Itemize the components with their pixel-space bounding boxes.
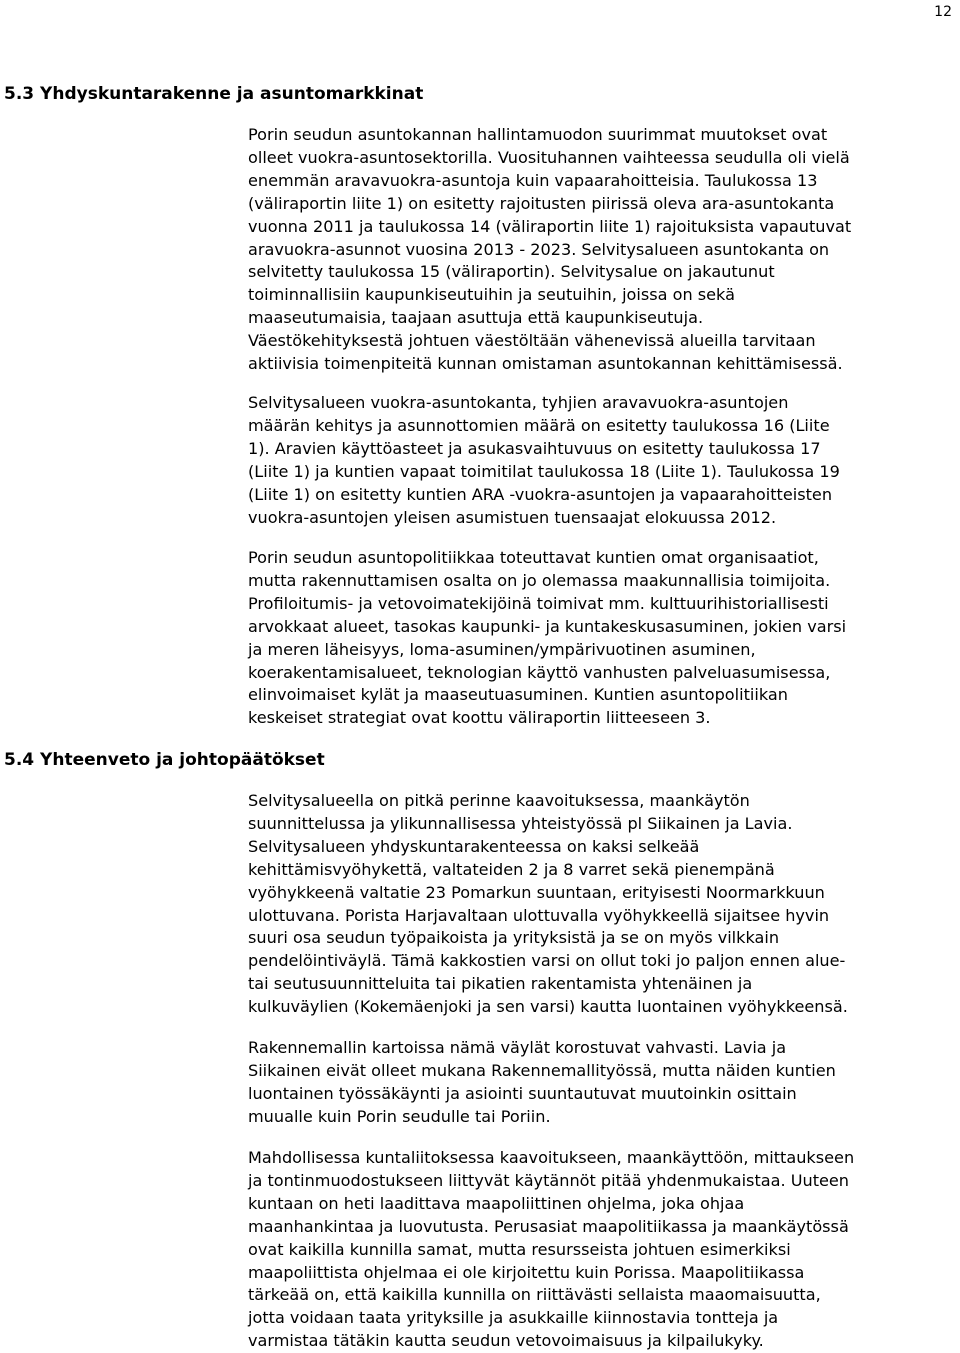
text-line: vyöhykkeenä valtatie 23 Pomarkun suuntaan, erityisesti Noormarkkuun: [248, 882, 825, 902]
text-line: Profiloitumis- ja vetovoimatekijöinä toimivat mm. kulttuurihistoriallisesti: [248, 593, 829, 613]
text-line: (Liite 1) on esitetty kuntien ARA -vuokra-asuntojen ja vapaarahoitteisten: [248, 484, 833, 504]
text-line: kehittämisvyöhykettä, valtateiden 2 ja 8 varret sekä pienempänä: [248, 859, 775, 879]
text-line: (Liite 1) ja kuntien vapaat toimitilat taulukossa 18 (Liite 1). Taulukossa 19: [248, 461, 840, 481]
text-line: (väliraportin liite 1) on esitetty rajoitusten piirissä oleva ara-asuntokanta: [248, 193, 835, 213]
text-line: luontainen työssäkäynti ja asiointi suuntautuvat muutoinkin osittain: [248, 1083, 797, 1103]
paragraph-housing-policy: [248, 547, 956, 730]
text-line: elinvoimaiset kylät ja maaseutuasuminen. Kuntien asuntopolitiikan: [248, 685, 788, 705]
text-line: ja tontinmuodostukseen liittyvät käytännöt pitää yhdenmukaistaa. Uuteen: [248, 1170, 850, 1190]
text-line: määrän kehitys ja asunnottomien määrä on esitetty taulukossa 16 (Liite: [248, 415, 830, 435]
text-line: ulottuvana. Porista Harjavaltaan ulottuvalla vyöhykkeellä sijaitsee hyvin: [248, 905, 830, 925]
text-line: Siikainen eivät olleet mukana Rakennemallityössä, mutta näiden kuntien: [248, 1060, 836, 1080]
text-line: aravuokra-asunnot vuosina 2013 - 2023. Selvitysalueen asuntokanta on: [248, 239, 830, 259]
text-line: selvitetty taulukossa 15 (väliraportin). Selvitysalue on jakautunut: [248, 262, 775, 282]
paragraph-housing-stock: [248, 124, 956, 376]
text-line: Selvitysalueella on pitkä perinne kaavoituksessa, maankäytön: [248, 791, 750, 810]
text-line: Mahdollisessa kuntaliitoksessa kaavoitukseen, maankäyttöön, mittaukseen: [248, 1148, 855, 1167]
text-line: suuri osa seudun työpaikoista ja yrityksistä ja se on myös vilkkain: [248, 928, 780, 948]
text-line: pendelöintiväylä. Tämä kakkostien varsi on ollut toki jo paljon ennen alue-: [248, 951, 846, 971]
section-heading-5-4: 5.4 Yhteenveto ja johtopäätökset: [4, 750, 325, 770]
text-line: keskeiset strategiat ovat koottu väliraportin liitteeseen 3.: [248, 708, 711, 728]
text-line: olleet vuokra-asuntosektorilla. Vuosituhannen vaihteessa seudulla oli vielä: [248, 147, 850, 167]
paragraph-land-policy: [248, 1147, 956, 1353]
text-line: tai seutusuunnitteluita tai pikatien rakentamista yhtenäinen ja: [248, 974, 753, 994]
paragraph-planning-tradition: [248, 790, 956, 1019]
section-heading-5-3: 5.3 Yhdyskuntarakenne ja asuntomarkkinat: [4, 84, 424, 104]
text-line: tärkeää on, että kaikilla kunnilla on riittävästi sellaista maaomaisuutta,: [248, 1285, 821, 1305]
text-line: toiminnallisiin kaupunkiseutuihin ja seutuihin, joissa on sekä: [248, 285, 735, 305]
text-line: Selvitysalueen vuokra-asuntokanta, tyhjien aravavuokra-asuntojen: [248, 393, 789, 412]
text-line: maanhankintaa ja luovutusta. Perusasiat maapolitiikassa ja maankäytössä: [248, 1216, 849, 1236]
text-line: mutta rakennuttamisen osalta on jo olemassa maakunnallisia toimijoita.: [248, 570, 831, 590]
text-line: vuokra-asuntojen yleisen asumistuen tuensaajat elokuussa 2012.: [248, 507, 777, 527]
text-line: Selvitysalueen yhdyskuntarakenteessa on kaksi selkeää: [248, 836, 700, 856]
paragraph-structure-model: [248, 1037, 956, 1129]
text-line: arvokkaat alueet, tasokas kaupunki- ja kuntakeskusasuminen, jokien varsi: [248, 616, 847, 636]
text-line: maapoliittista ohjelmaa ei ole kirjoitettu kuin Porissa. Maapolitiikassa: [248, 1262, 805, 1282]
text-line: maaseutumaisia, taajaan asuttuja että kaupunkiseutuja.: [248, 308, 704, 328]
text-line: Rakennemallin kartoissa nämä väylät korostuvat vahvasti. Lavia ja: [248, 1038, 787, 1057]
text-line: kulkuväylien (Kokemäenjoki ja sen varsi) kautta luontainen vyöhykkeensä.: [248, 997, 848, 1017]
text-line: Porin seudun asuntopolitiikkaa toteuttavat kuntien omat organisaatiot,: [248, 548, 819, 567]
text-line: suunnittelussa ja ylikunnallisessa yhteistyössä pl Siikainen ja Lavia.: [248, 813, 793, 833]
text-line: aktiivisia toimenpiteitä kunnan omistaman asuntokannan kehittämisessä.: [248, 354, 843, 374]
text-line: vuonna 2011 ja taulukossa 14 (väliraportin liite 1) rajoituksista vapautuvat: [248, 216, 852, 236]
text-line: ja meren läheisyys, loma-asuminen/ympärivuotinen asuminen,: [248, 639, 756, 659]
text-line: varmistaa tätäkin kautta seudun vetovoimaisuus ja kilpailukyky.: [248, 1331, 764, 1351]
text-line: kuntaan on heti laadittava maapoliittinen ohjelma, joka ohjaa: [248, 1193, 745, 1213]
paragraph-rental-stock: [248, 392, 956, 529]
text-line: jotta voidaan taata yrityksille ja asukkaille kiinnostavia tontteja ja: [248, 1308, 779, 1328]
text-line: ovat kaikilla kunnilla samat, mutta resursseista johtuen esimerkiksi: [248, 1239, 791, 1259]
text-line: enemmän aravavuokra-asuntoja kuin vapaarahoitteisia. Taulukossa 13: [248, 170, 818, 190]
text-line: koerakentamisalueet, teknologian käyttö vanhusten palveluasumisessa,: [248, 662, 831, 682]
text-line: muualle kuin Porin seudulle tai Poriin.: [248, 1106, 551, 1126]
text-line: 1). Aravien käyttöasteet ja asukasvaihtuvuus on esitetty taulukossa 17: [248, 438, 821, 458]
page-number: 12: [934, 4, 952, 20]
text-line: Väestökehityksestä johtuen väestöltään vähenevissä alueilla tarvitaan: [248, 331, 816, 351]
text-line: Porin seudun asuntokannan hallintamuodon suurimmat muutokset ovat: [248, 125, 828, 144]
